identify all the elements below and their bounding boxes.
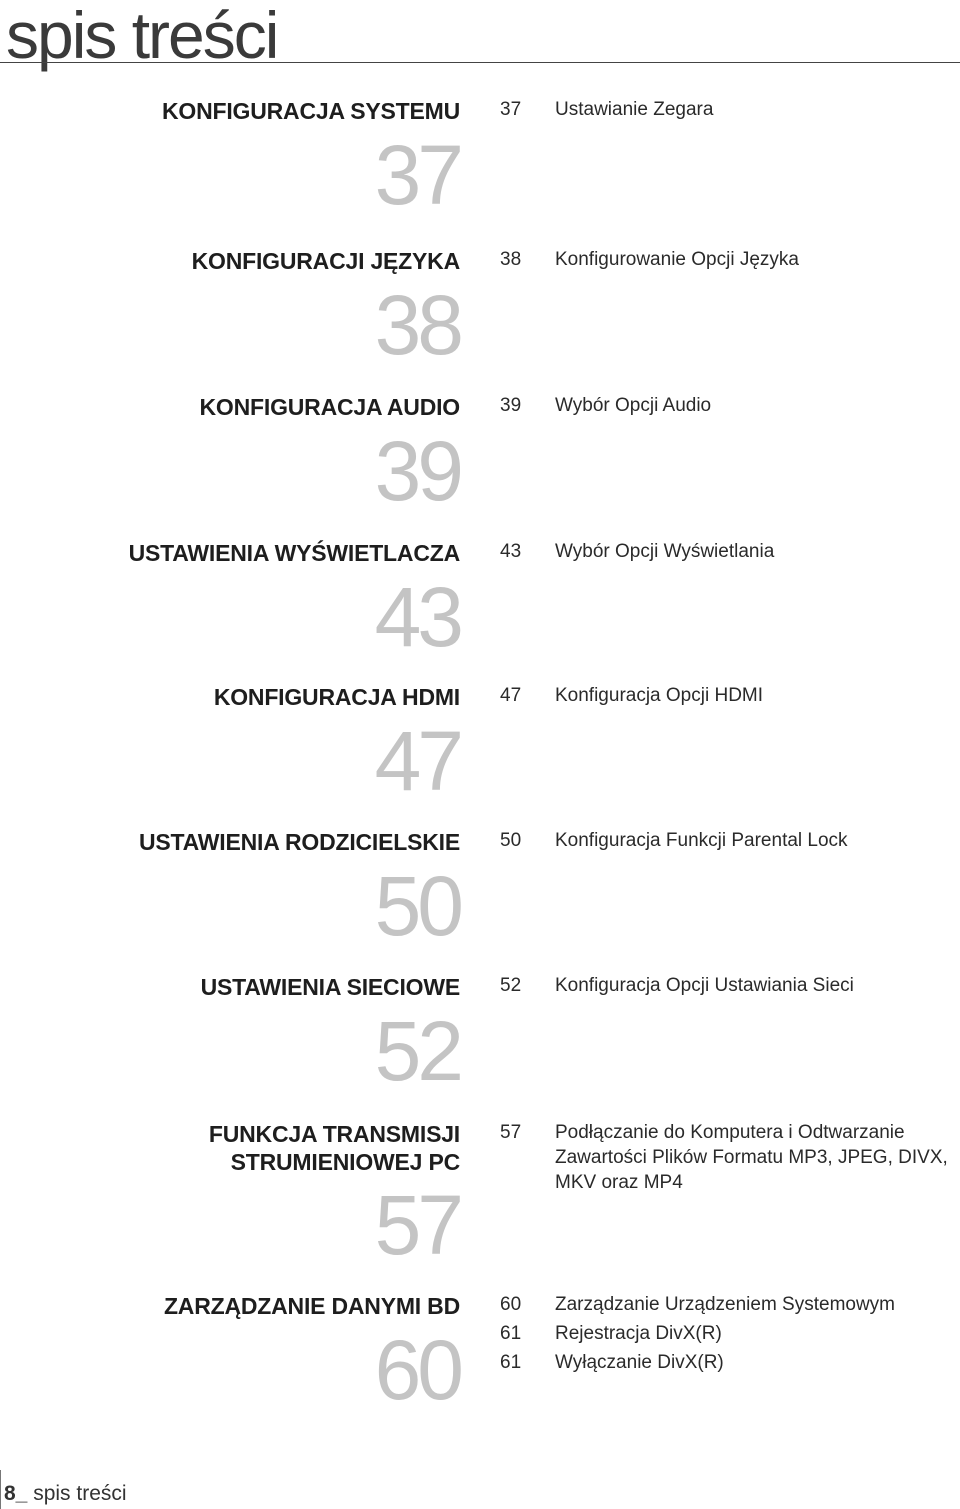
toc-entry[interactable] (500, 973, 950, 999)
entry-text: Wyłączanie DivX(R) (555, 1352, 724, 1373)
entry-page-number: 50 (500, 830, 522, 851)
section-entries (500, 1292, 950, 1379)
toc-entry[interactable] (500, 1292, 950, 1318)
toc-entry[interactable] (500, 828, 950, 854)
page-title: spis treści (6, 0, 278, 72)
entry-text: Konfiguracja Opcji HDMI (555, 685, 764, 706)
section-title: ZARZĄDZANIE DANYMI BD (163, 1293, 460, 1319)
title-divider (0, 62, 960, 63)
footer-label: spis treści (33, 1482, 127, 1505)
section-number: 60 (374, 1323, 460, 1417)
section-entries (500, 828, 950, 857)
page-footer (4, 1482, 127, 1506)
entry-page-number: 57 (500, 1122, 522, 1143)
section-title: KONFIGURACJA AUDIO (199, 394, 460, 420)
section-entries (500, 973, 950, 1002)
footer-page-number: 8_ (4, 1482, 28, 1505)
section-title: FUNKCJA TRANSMISJI STRUMIENIOWEJ PC (208, 1121, 460, 1175)
section-title: KONFIGURACJI JĘZYKA (191, 248, 460, 274)
entry-text: Podłączanie do Komputera i Odtwarzanie Zawartości Plików Formatu MP3, JPEG, DIVX, MKV oraz MP4 (555, 1122, 948, 1193)
toc-entry[interactable] (500, 1120, 950, 1195)
entry-text: Konfigurowanie Opcji Języka (555, 249, 799, 270)
entry-text: Zarządzanie Urządzeniem Systemowym (555, 1294, 896, 1315)
section-entries (500, 393, 950, 422)
section-number: 43 (374, 570, 460, 664)
toc-entry[interactable] (500, 97, 950, 123)
entry-text: Wybór Opcji Wyświetlania (555, 541, 775, 562)
section-number: 38 (374, 278, 460, 372)
section-title: USTAWIENIA SIECIOWE (200, 974, 460, 1000)
section-entries (500, 683, 950, 712)
section-number: 39 (374, 424, 460, 518)
section-number: 37 (374, 128, 460, 222)
section-title: KONFIGURACJA HDMI (213, 684, 460, 710)
toc-entry[interactable] (500, 393, 950, 419)
toc-entry[interactable] (500, 1321, 950, 1347)
toc-entry[interactable] (500, 1350, 950, 1376)
footer-divider (0, 1470, 1, 1509)
entry-page-number: 43 (500, 541, 522, 562)
section-number: 47 (374, 714, 460, 808)
entry-page-number: 60 (500, 1294, 522, 1315)
section-entries (500, 97, 950, 126)
section-entries (500, 1120, 950, 1198)
entry-page-number: 38 (500, 249, 522, 270)
section-title: USTAWIENIA WYŚWIETLACZA (128, 540, 460, 566)
section-title: KONFIGURACJA SYSTEMU (162, 98, 460, 124)
section-number: 57 (374, 1178, 460, 1272)
entry-text: Konfiguracja Opcji Ustawiania Sieci (555, 975, 854, 996)
section-title: USTAWIENIA RODZICIELSKIE (138, 829, 460, 855)
entry-page-number: 37 (500, 99, 522, 120)
section-entries (500, 247, 950, 276)
section-number: 50 (374, 859, 460, 953)
toc-entry[interactable] (500, 539, 950, 565)
section-number: 52 (374, 1004, 460, 1098)
entry-page-number: 61 (500, 1323, 522, 1344)
entry-text: Rejestracja DivX(R) (555, 1323, 722, 1344)
entry-page-number: 47 (500, 685, 522, 706)
entry-text: Ustawianie Zegara (555, 99, 714, 120)
entry-page-number: 61 (500, 1352, 522, 1373)
entry-text: Wybór Opcji Audio (555, 395, 712, 416)
section-entries (500, 539, 950, 568)
entry-page-number: 52 (500, 975, 522, 996)
entry-text: Konfiguracja Funkcji Parental Lock (555, 830, 848, 851)
toc-entry[interactable] (500, 683, 950, 709)
toc-entry[interactable] (500, 247, 950, 273)
entry-page-number: 39 (500, 395, 522, 416)
